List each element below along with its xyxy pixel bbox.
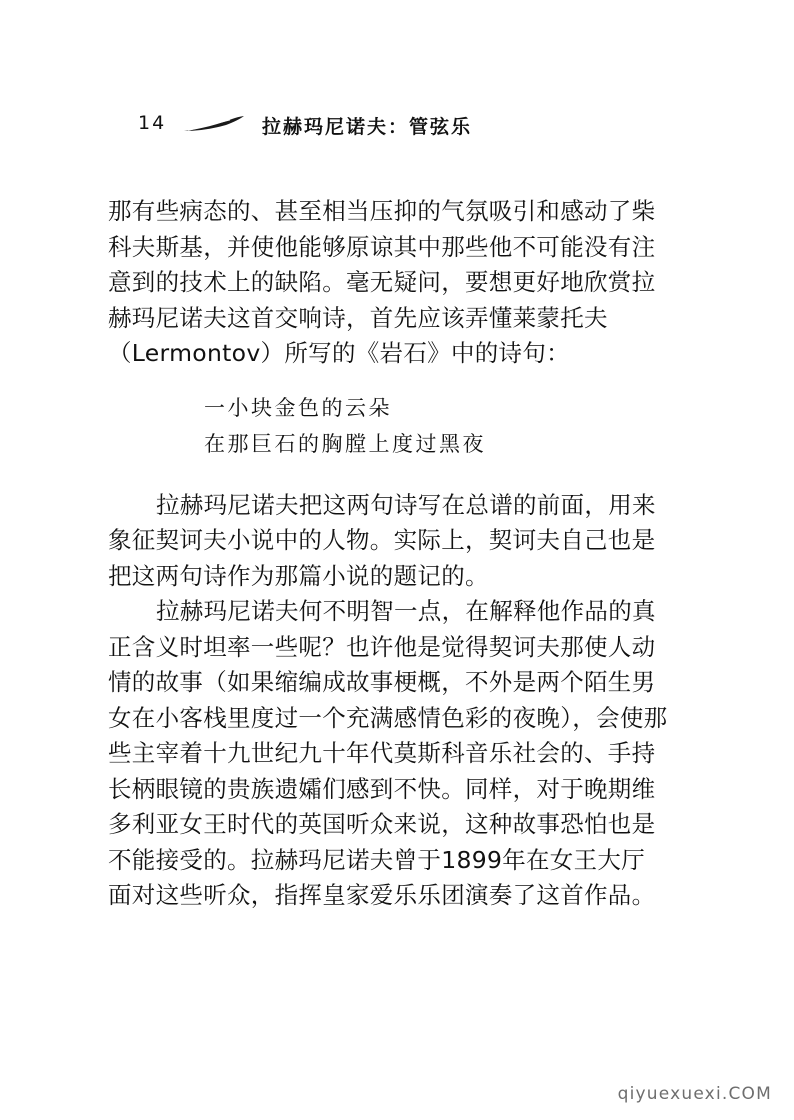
- body-text: [108, 194, 668, 914]
- page-number: 14: [138, 112, 167, 134]
- paragraph: 拉赫玛尼诺夫把这两句诗写在总谱的前面，用来象征契诃夫小说中的人物。实际上，契诃夫自己也是把这两句诗作为那篇小说的题记的。: [108, 490, 656, 590]
- paragraph: 那有些病态的、甚至相当压抑的气氛吸引和感动了柴科夫斯基，并使他能够原谅其中那些他不可能没有注意到的技术上的缺陷。毫无疑问，要想更好地欣赏拉赫玛尼诺夫这首交响诗，首先应该弄懂莱蒙托夫（Lermontov）所写的《岩石》中的诗句：: [108, 197, 656, 367]
- poem-block: [204, 390, 668, 462]
- page-header: [138, 112, 638, 142]
- poem-line: 在那巨石的胸膛上度过黑夜: [204, 431, 486, 456]
- quill-icon: [182, 114, 246, 134]
- poem-line: 一小块金色的云朵: [204, 395, 392, 420]
- paragraph: 拉赫玛尼诺夫何不明智一点，在解释他作品的真正含义时坦率一些呢？也许他是觉得契诃夫那使人动情的故事（如果缩编成故事梗概，不外是两个陌生男女在小客栈里度过一个充满感情色彩的夜晚），会使那些主宰着十九世纪九十年代莫斯科音乐社会的、手持长柄眼镜的贵族遗孀们感到不快。同样，对于晚期维多利亚女王时代的英国听众来说，这种故事恐怕也是不能接受的。拉赫玛尼诺夫曾于1899年在女王大厅面对这些听众，指挥皇家爱乐乐团演奏了这首作品。: [108, 597, 668, 909]
- running-title: 拉赫玛尼诺夫：管弦乐: [262, 116, 473, 138]
- watermark: qiyuexuexi.COM: [617, 1084, 772, 1104]
